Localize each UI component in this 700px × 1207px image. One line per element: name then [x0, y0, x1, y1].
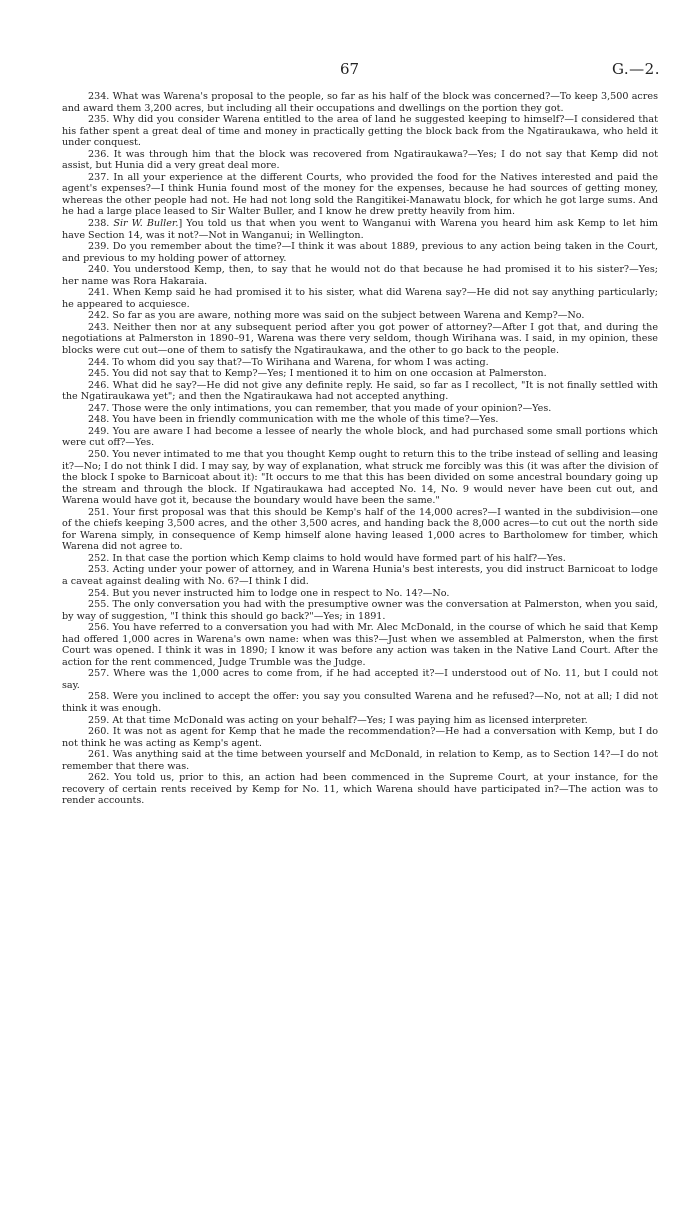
testimony-paragraph-251: 251. Your first proposal was that this should be Kemp's half of the 14,000 acres?—I wanted in the subdivision—one of the chiefs keeping 3,500 acres, and the other 3,500 acres, and handing back the 8,000 acres—to cut out the north side for Warena simply, in consequence of Kemp himself alone having leased 1,000 acres to Bartholomew for timber, which Warena did not agree to. — [62, 506, 658, 553]
testimony-paragraph-235: 235. Why did you consider Warena entitled to the area of land he suggested keeping to himself?—I considered that his father spent a great deal of time and money in practically getting the block back from the Ngatiraukawa, who held it under conquest. — [62, 114, 658, 149]
testimony-body — [62, 91, 658, 807]
testimony-paragraph-254: 254. But you never instructed him to lodge one in respect to No. 14?—No. — [88, 587, 450, 599]
testimony-paragraph-241: 241. When Kemp said he had promised it to his sister, what did Warena say?—He did not say anything particularly; he appeared to acquiesce. — [62, 287, 658, 310]
testimony-paragraph-237: 237. In all your experience at the different Courts, who provided the food for the Natives interested and paid the agent's expenses?—I think Hunia found most of the money for the expenses, because he had sources of getting money, whereas the other people had not. He had not long sold the Rangitikei-Manawatu block, for which he got large sums. And he had a large place leased to Sir Walter Buller, and I know he drew pretty heavily from him. — [62, 171, 658, 218]
testimony-paragraph-252: 252. In that case the portion which Kemp claims to hold would have formed part of his half?—Yes. — [88, 552, 566, 564]
testimony-paragraph-239: 239. Do you remember about the time?—I think it was about 1889, previous to any action being taken in the Court, and previous to my holding power of attorney. — [62, 241, 658, 264]
testimony-paragraph-244: 244. To whom did you say that?—To Wirihana and Warena, for whom I was acting. — [88, 356, 489, 368]
testimony-paragraph-249: 249. You are aware I had become a lessee of nearly the whole block, and had purchased some small portions which were cut off?—Yes. — [62, 425, 658, 449]
page-number: 67 — [340, 60, 360, 78]
testimony-paragraph-261: 261. Was anything said at the time between yourself and McDonald, in relation to Kemp, as to Section 14?—I do not remember that there was. — [62, 749, 658, 772]
testimony-paragraph-260: 260. It was not as agent for Kemp that he made the recommendation?—He had a conversation with Kemp, but I do not think he was acting as Kemp's agent. — [62, 726, 658, 749]
testimony-paragraph-247: 247. Those were the only intimations, you can remember, that you made of your opinion?—Yes. — [88, 402, 552, 414]
testimony-paragraph-234: 234. What was Warena's proposal to the people, so far as his half of the block was concerned?—To keep 3,500 acres and award them 3,200 acres, but including all their occupations and dwellings on the portion they got. — [62, 91, 658, 114]
page-header — [0, 60, 700, 84]
testimony-paragraph-248: 248. You have been in friendly communication with me the whole of this time?—Yes. — [88, 414, 499, 426]
testimony-paragraph-259: 259. At that time McDonald was acting on your behalf?—Yes; I was paying him as licensed interpreter. — [88, 714, 588, 726]
testimony-paragraph-245: 245. You did not say that to Kemp?—Yes; I mentioned it to him on one occasion at Palmerston. — [88, 368, 547, 380]
testimony-paragraph-258: 258. Were you inclined to accept the offer: you say you consulted Warena and he refused?—No, not at all; I did not think it was enough. — [62, 691, 658, 714]
testimony-paragraph-255: 255. The only conversation you had with the presumptive owner was the conversation at Palmerston, when you said, by way of suggestion, "I think this should go back?"—Yes; in 1891. — [62, 599, 658, 622]
testimony-paragraph-250: 250. You never intimated to me that you thought Kemp ought to return this to the tribe instead of selling and leasing it?—No; I do not think I did. I may say, by way of explanation, what struck me forcibly was this (it was after the division of the block I spoke to Barnicoat about it): "It occurs to me that this has been divided on some ancestral boundary going up the stream and through the block. If Ngatiraukawa had accepted No. 14, No. 9 would never have been cut out, and Warena would have got it, because the boundary would have been the same." — [62, 448, 658, 507]
testimony-paragraph-262: 262. You told us, prior to this, an action had been commenced in the Supreme Court, at your instance, for the recovery of certain rents received by Kemp for No. 11, which Warena should have participated in?—The action was to render accounts. — [62, 772, 658, 807]
testimony-paragraph-257: 257. Where was the 1,000 acres to come from, if he had accepted it?—I understood out of No. 11, but I could not say. — [62, 668, 658, 691]
testimony-paragraph-238: 238. Sir W. Buller.] You told us that when you went to Wanganui with Warena you heard him ask Kemp to let him have Section 14, was it not?—Not in Wanganui; in Wellington. — [62, 218, 658, 241]
document-code: G.—2. — [611, 60, 660, 78]
testimony-paragraph-242: 242. So far as you are aware, nothing more was said on the subject between Warena and Kemp?—No. — [88, 310, 585, 322]
testimony-paragraph-236: 236. It was through him that the block was recovered from Ngatiraukawa?—Yes; I do not say that Kemp did not assist, but Hunia did a very great deal more. — [62, 148, 658, 172]
testimony-paragraph-253: 253. Acting under your power of attorney, and in Warena Hunia's best interests, you did instruct Barnicoat to lodge a caveat against dealing with No. 6?—I think I did. — [62, 564, 658, 587]
testimony-paragraph-246: 246. What did he say?—He did not give any definite reply. He said, so far as I recollect, "It is not finally settled with the Ngatiraukawa yet"; and then the Ngatiraukawa had not accepted anything. — [62, 379, 658, 403]
testimony-paragraph-240: 240. You understood Kemp, then, to say that he would not do that because he had promised it to his sister?—Yes; her name was Rora Hakaraia. — [62, 264, 658, 287]
testimony-paragraph-243: 243. Neither then nor at any subsequent period after you got power of attorney?—After I got that, and during the negotiations at Palmerston in 1890–91, Warena was there very seldom, though Wirihana was. I said, in my opinion, these blocks were cut out—one of them to satisfy the Ngatiraukawa, and the other to go back to the people. — [62, 321, 658, 357]
testimony-paragraph-256: 256. You have referred to a conversation you had with Mr. Alec McDonald, in the course of which he said that Kemp had offered 1,000 acres in Warena's own name: when was this?—Just when we assembled at Palmerston, when the first Court was opened. I think it was in 1890; I know it was before any action was taken in the Native Land Court. After the action for the rent commenced, Judge Trumble was the Judge. — [62, 622, 658, 668]
